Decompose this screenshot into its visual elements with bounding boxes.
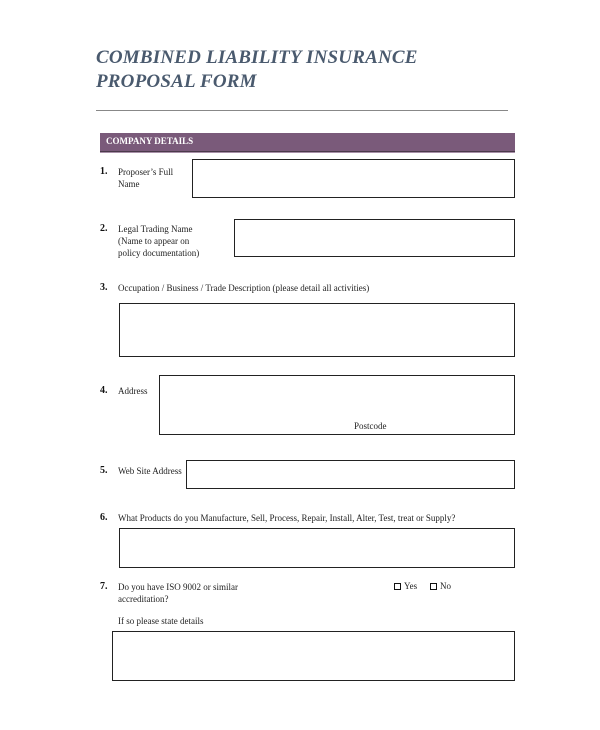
- question-label: [118, 166, 173, 190]
- form-title: [96, 46, 418, 94]
- title-divider: [96, 110, 508, 111]
- form-title-line2: PROPOSAL FORM: [96, 71, 257, 92]
- question-label-line: policy documentation): [118, 248, 200, 258]
- question-number: 4.: [100, 385, 108, 396]
- proposer-name-input[interactable]: [192, 159, 515, 198]
- yes-label: Yes: [404, 581, 418, 591]
- question-label: Address: [118, 386, 148, 396]
- question-label: Occupation / Business / Trade Description (please detail all activities): [118, 283, 370, 293]
- question-label-line: Proposer’s Full: [118, 167, 174, 177]
- question-number: 7.: [100, 581, 108, 592]
- question-label-line: Do you have ISO 9002 or similar: [118, 582, 238, 592]
- section-header-stripe: [100, 152, 515, 153]
- question-label-line: accreditation?: [118, 594, 169, 604]
- question-label: What Products do you Manufacture, Sell, Process, Repair, Install, Alter, Test, treat or Supply?: [118, 513, 456, 523]
- question-label: Web Site Address: [118, 466, 182, 476]
- section-title: COMPANY DETAILS: [106, 136, 194, 146]
- occupation-input[interactable]: [119, 303, 515, 357]
- question-label-line: Name: [118, 179, 140, 189]
- products-input[interactable]: [119, 528, 515, 568]
- details-label: If so please state details: [118, 616, 204, 626]
- website-input[interactable]: [186, 460, 515, 489]
- yes-checkbox[interactable]: [394, 583, 401, 590]
- accreditation-details-input[interactable]: [112, 631, 515, 681]
- question-number: 1.: [100, 166, 108, 177]
- form-title-line1: COMBINED LIABILITY INSURANCE: [96, 47, 418, 68]
- question-label-line: Legal Trading Name: [118, 224, 193, 234]
- question-number: 2.: [100, 223, 108, 234]
- no-label: No: [440, 581, 451, 591]
- no-checkbox[interactable]: [430, 583, 437, 590]
- question-number: 6.: [100, 512, 108, 523]
- address-input[interactable]: [159, 375, 515, 435]
- question-label-line: (Name to appear on: [118, 236, 190, 246]
- trading-name-input[interactable]: [234, 219, 515, 257]
- postcode-label: Postcode: [354, 421, 387, 431]
- question-number: 3.: [100, 282, 108, 293]
- question-label: [118, 223, 199, 259]
- question-number: 5.: [100, 465, 108, 476]
- question-label: [118, 581, 238, 605]
